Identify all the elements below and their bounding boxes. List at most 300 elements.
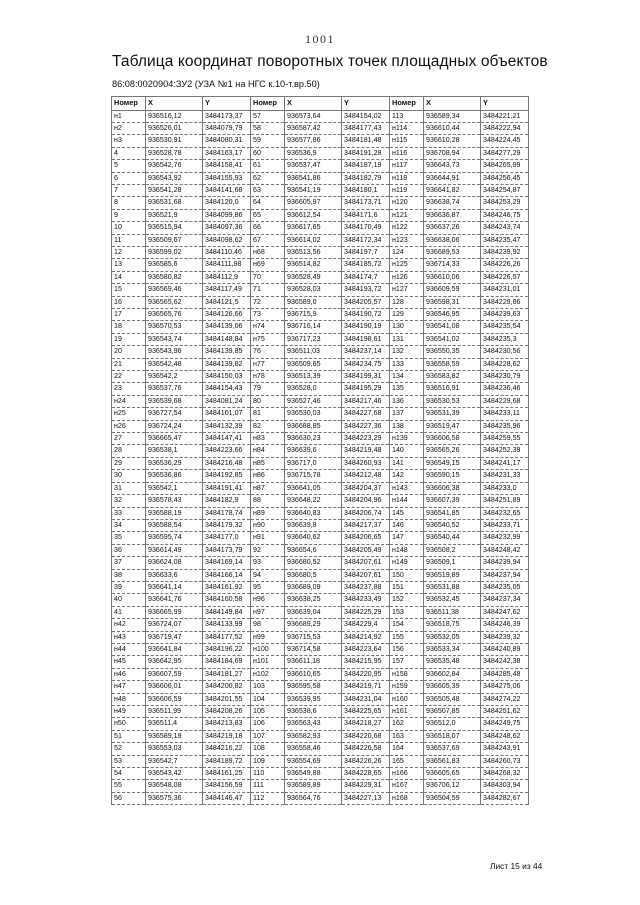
x-coordinate-cell: 936643,73 [424, 160, 481, 172]
x-coordinate-cell: 936509,67 [146, 234, 203, 246]
point-number-cell: 130 [390, 321, 424, 333]
x-coordinate-cell: 936689,53 [424, 246, 481, 258]
table-row [112, 743, 529, 755]
y-coordinate-cell: 3484117,49 [203, 284, 251, 296]
x-coordinate-cell: 936583,82 [424, 371, 481, 383]
table-row [112, 172, 529, 184]
x-coordinate-cell: 936624,08 [146, 557, 203, 569]
x-coordinate-cell: 936610,65 [285, 668, 342, 680]
point-number-cell: н48 [112, 693, 146, 705]
point-number-cell: н117 [390, 160, 424, 172]
x-coordinate-cell: 936617,65 [285, 222, 342, 234]
point-number-cell: н86 [251, 470, 285, 482]
y-coordinate-cell: 3484251,89 [481, 495, 529, 507]
x-coordinate-cell: 936614,02 [285, 234, 342, 246]
y-coordinate-cell: 3484110,46 [203, 246, 251, 258]
y-coordinate-cell: 3484231,01 [481, 284, 529, 296]
y-coordinate-cell: 3484243,91 [481, 743, 529, 755]
table-row [112, 110, 529, 122]
x-coordinate-cell: 936504,59 [424, 792, 481, 804]
x-coordinate-cell: 936589,0 [285, 296, 342, 308]
y-coordinate-cell: 3484216,48 [203, 457, 251, 469]
point-number-cell: н78 [251, 371, 285, 383]
x-coordinate-cell: 936531,68 [146, 197, 203, 209]
table-row [112, 532, 529, 544]
table-row [112, 222, 529, 234]
table-row [112, 284, 529, 296]
y-coordinate-cell: 3484220,95 [342, 668, 390, 680]
x-coordinate-cell: 936535,48 [424, 656, 481, 668]
x-coordinate-cell: 936542,48 [146, 358, 203, 370]
table-row [112, 197, 529, 209]
y-coordinate-cell: 3484237,88 [342, 581, 390, 593]
point-number-cell: н118 [390, 172, 424, 184]
point-number-cell: 38 [112, 569, 146, 581]
point-number-cell: н168 [390, 792, 424, 804]
x-coordinate-cell: 936689,09 [285, 581, 342, 593]
x-coordinate-cell: 936639,8 [285, 519, 342, 531]
point-number-cell: н77 [251, 358, 285, 370]
y-coordinate-cell: 3484216,22 [203, 743, 251, 755]
y-coordinate-cell: 3484246,39 [481, 619, 529, 631]
point-number-cell: 12 [112, 246, 146, 258]
x-coordinate-cell: 936518,75 [424, 619, 481, 631]
table-row [112, 519, 529, 531]
y-coordinate-cell: 3484207,61 [342, 557, 390, 569]
point-number-cell: 88 [251, 495, 285, 507]
x-coordinate-cell: 936536,29 [146, 457, 203, 469]
y-coordinate-cell: 3484101,07 [203, 408, 251, 420]
y-coordinate-cell: 3484254,87 [481, 184, 529, 196]
table-row [112, 457, 529, 469]
x-coordinate-cell: 936582,93 [285, 730, 342, 742]
point-number-cell: 21 [112, 358, 146, 370]
table-row [112, 122, 529, 134]
y-coordinate-cell: 3484224,45 [481, 135, 529, 147]
point-number-cell: н89 [251, 507, 285, 519]
y-coordinate-cell: 3484198,61 [342, 333, 390, 345]
x-coordinate-cell: 936716,14 [285, 321, 342, 333]
table-row [112, 755, 529, 767]
x-coordinate-cell: 936543,92 [146, 172, 203, 184]
x-coordinate-cell: 936611,18 [285, 656, 342, 668]
x-coordinate-cell: 936537,69 [424, 743, 481, 755]
point-number-cell: 35 [112, 532, 146, 544]
x-coordinate-cell: 936519,47 [424, 420, 481, 432]
x-coordinate-cell: 936648,22 [285, 495, 342, 507]
x-coordinate-cell: 936541,28 [146, 184, 203, 196]
point-number-cell: 64 [251, 197, 285, 209]
point-number-cell: н87 [251, 482, 285, 494]
x-coordinate-cell: 936538,6 [285, 706, 342, 718]
y-coordinate-cell: 3484191,28 [342, 147, 390, 159]
y-coordinate-cell: 3484237,94 [481, 569, 529, 581]
point-number-cell: н159 [390, 681, 424, 693]
y-coordinate-cell: 3484235,05 [481, 581, 529, 593]
point-number-cell: 103 [251, 681, 285, 693]
y-coordinate-cell: 3484199,31 [342, 371, 390, 383]
y-coordinate-cell: 3484182,79 [342, 172, 390, 184]
point-number-cell: 92 [251, 544, 285, 556]
y-coordinate-cell: 3484234,75 [342, 358, 390, 370]
table-row [112, 581, 529, 593]
x-coordinate-cell: 936543,96 [146, 346, 203, 358]
y-coordinate-cell: 3484259,55 [481, 433, 529, 445]
point-number-cell: 61 [251, 160, 285, 172]
x-coordinate-cell: 936590,15 [424, 470, 481, 482]
point-number-cell: 163 [390, 730, 424, 742]
y-coordinate-cell: 3484197,7 [342, 246, 390, 258]
point-number-cell: 93 [251, 557, 285, 569]
x-coordinate-cell: 936641,76 [146, 594, 203, 606]
point-number-cell: н122 [390, 222, 424, 234]
x-coordinate-cell: 936521,9 [146, 209, 203, 221]
point-number-cell: 80 [251, 395, 285, 407]
y-coordinate-cell: 3484285,48 [481, 668, 529, 680]
y-coordinate-cell: 3484219,71 [342, 681, 390, 693]
x-coordinate-cell: 936606,58 [424, 433, 481, 445]
x-coordinate-cell: 936638,25 [285, 594, 342, 606]
x-coordinate-cell: 936641,82 [424, 184, 481, 196]
point-number-cell: 138 [390, 420, 424, 432]
y-coordinate-cell: 3484214,92 [342, 631, 390, 643]
y-coordinate-cell: 3484265,99 [481, 160, 529, 172]
x-coordinate-cell: 936511,4 [146, 718, 203, 730]
point-number-cell: 41 [112, 606, 146, 618]
y-coordinate-cell: 3484219,48 [342, 445, 390, 457]
point-number-cell: 65 [251, 209, 285, 221]
x-coordinate-cell: 936542,1 [146, 482, 203, 494]
point-number-cell: 128 [390, 296, 424, 308]
y-coordinate-cell: 3484171,6 [342, 209, 390, 221]
point-number-cell: 72 [251, 296, 285, 308]
x-coordinate-cell: 936518,07 [424, 730, 481, 742]
y-coordinate-cell: 3484253,29 [481, 197, 529, 209]
table-row [112, 768, 529, 780]
point-number-cell: 23 [112, 383, 146, 395]
x-coordinate-cell: 936715,78 [285, 470, 342, 482]
x-coordinate-cell: 936589,34 [424, 110, 481, 122]
point-number-cell: 71 [251, 284, 285, 296]
y-coordinate-cell: 3484242,38 [481, 656, 529, 668]
y-coordinate-cell: 3484220,68 [342, 730, 390, 742]
x-coordinate-cell: 936554,69 [285, 755, 342, 767]
y-coordinate-cell: 3484112,9 [203, 271, 251, 283]
y-coordinate-cell: 3484229,68 [481, 395, 529, 407]
y-coordinate-cell: 3484277,29 [481, 147, 529, 159]
x-coordinate-cell: 936717,0 [285, 457, 342, 469]
x-coordinate-cell: 936654,6 [285, 544, 342, 556]
y-coordinate-cell: 3484233,0 [481, 482, 529, 494]
y-coordinate-cell: 3484226,57 [481, 271, 529, 283]
point-number-cell: 145 [390, 507, 424, 519]
x-coordinate-cell: 936532,05 [424, 631, 481, 643]
point-number-cell: н160 [390, 693, 424, 705]
x-coordinate-cell: 936565,76 [146, 309, 203, 321]
x-coordinate-cell: 936589,19 [146, 730, 203, 742]
y-coordinate-cell: 3484243,74 [481, 222, 529, 234]
point-number-cell: 30 [112, 470, 146, 482]
point-number-cell: 55 [112, 780, 146, 792]
point-number-cell: н139 [390, 433, 424, 445]
point-number-cell: н24 [112, 395, 146, 407]
x-coordinate-cell: 936549,15 [424, 457, 481, 469]
y-coordinate-cell: 3484225,65 [342, 706, 390, 718]
y-coordinate-cell: 3484189,72 [203, 755, 251, 767]
x-coordinate-cell: 936680,5 [285, 569, 342, 581]
y-coordinate-cell: 3484146,47 [203, 792, 251, 804]
x-coordinate-cell: 936680,52 [285, 557, 342, 569]
x-coordinate-cell: 936607,59 [146, 668, 203, 680]
point-number-cell: 57 [251, 110, 285, 122]
x-coordinate-cell: 936540,44 [424, 532, 481, 544]
point-number-cell: н45 [112, 656, 146, 668]
y-coordinate-cell: 3484236,46 [481, 383, 529, 395]
y-coordinate-cell: 3484081,24 [203, 395, 251, 407]
point-number-cell: 142 [390, 470, 424, 482]
x-coordinate-cell: 936715,9 [285, 309, 342, 321]
x-coordinate-cell: 936550,35 [424, 346, 481, 358]
header-y-1: Y [203, 97, 251, 111]
x-coordinate-cell: 936610,44 [424, 122, 481, 134]
x-coordinate-cell: 936558,46 [285, 743, 342, 755]
y-coordinate-cell: 3484240,89 [481, 643, 529, 655]
table-row [112, 383, 529, 395]
point-number-cell: н3 [112, 135, 146, 147]
y-coordinate-cell: 3484174,7 [342, 271, 390, 283]
x-coordinate-cell: 936536,86 [146, 470, 203, 482]
point-number-cell: 113 [390, 110, 424, 122]
x-coordinate-cell: 936727,54 [146, 408, 203, 420]
y-coordinate-cell: 3484160,58 [203, 594, 251, 606]
point-number-cell: 132 [390, 346, 424, 358]
y-coordinate-cell: 3484139,85 [203, 346, 251, 358]
y-coordinate-cell: 3484226,26 [342, 755, 390, 767]
table-row [112, 135, 529, 147]
x-coordinate-cell: 936511,99 [146, 706, 203, 718]
y-coordinate-cell: 3484227,68 [342, 408, 390, 420]
table-row [112, 333, 529, 345]
point-number-cell: 31 [112, 482, 146, 494]
y-coordinate-cell: 3484154,43 [203, 383, 251, 395]
y-coordinate-cell: 3484097,36 [203, 222, 251, 234]
y-coordinate-cell: 3484147,41 [203, 433, 251, 445]
table-row [112, 619, 529, 631]
y-coordinate-cell: 3484237,14 [342, 346, 390, 358]
point-number-cell: 81 [251, 408, 285, 420]
y-coordinate-cell: 3484111,98 [203, 259, 251, 271]
point-number-cell: н25 [112, 408, 146, 420]
y-coordinate-cell: 3484179,32 [203, 519, 251, 531]
document-title: Таблица координат поворотных точек площадных объектов [112, 53, 548, 70]
point-number-cell: н115 [390, 135, 424, 147]
x-coordinate-cell: 936573,64 [285, 110, 342, 122]
table-row [112, 209, 529, 221]
point-number-cell: 153 [390, 606, 424, 618]
x-coordinate-cell: 936505,48 [424, 693, 481, 705]
point-number-cell: н127 [390, 284, 424, 296]
header-y-2: Y [342, 97, 390, 111]
y-coordinate-cell: 3484080,31 [203, 135, 251, 147]
y-coordinate-cell: 3484223,64 [342, 643, 390, 655]
point-number-cell: н144 [390, 495, 424, 507]
x-coordinate-cell: 936639,04 [285, 606, 342, 618]
y-coordinate-cell: 3484275,06 [481, 681, 529, 693]
point-number-cell: 28 [112, 445, 146, 457]
x-coordinate-cell: 936542,2 [146, 371, 203, 383]
table-row [112, 271, 529, 283]
table-row [112, 259, 529, 271]
y-coordinate-cell: 3484229,31 [342, 780, 390, 792]
x-coordinate-cell: 936706,12 [424, 780, 481, 792]
point-number-cell: н91 [251, 532, 285, 544]
table-row [112, 706, 529, 718]
point-number-cell: н158 [390, 668, 424, 680]
table-row [112, 358, 529, 370]
x-coordinate-cell: 936528,03 [285, 284, 342, 296]
y-coordinate-cell: 3484170,49 [342, 222, 390, 234]
table-row [112, 433, 529, 445]
point-number-cell: 129 [390, 309, 424, 321]
y-coordinate-cell: 3484222,94 [481, 122, 529, 134]
y-coordinate-cell: 3484191,41 [203, 482, 251, 494]
table-row [112, 321, 529, 333]
y-coordinate-cell: 3484252,39 [481, 445, 529, 457]
y-coordinate-cell: 3484260,73 [481, 755, 529, 767]
table-row [112, 470, 529, 482]
x-coordinate-cell: 936543,42 [146, 768, 203, 780]
point-number-cell: 8 [112, 197, 146, 209]
point-number-cell: 135 [390, 383, 424, 395]
point-number-cell: н49 [112, 706, 146, 718]
y-coordinate-cell: 3484227,13 [342, 792, 390, 804]
x-coordinate-cell: 936588,19 [146, 507, 203, 519]
x-coordinate-cell: 936514,82 [285, 259, 342, 271]
y-coordinate-cell: 3484206,74 [342, 507, 390, 519]
y-coordinate-cell: 3484182,9 [203, 495, 251, 507]
x-coordinate-cell: 936543,74 [146, 333, 203, 345]
x-coordinate-cell: 936511,38 [424, 606, 481, 618]
x-coordinate-cell: 936665,47 [146, 433, 203, 445]
point-number-cell: 98 [251, 619, 285, 631]
y-coordinate-cell: 3484249,75 [481, 718, 529, 730]
sheet-counter: Лист 15 из 44 [490, 861, 543, 871]
y-coordinate-cell: 3484226,58 [342, 743, 390, 755]
x-coordinate-cell: 936589,89 [285, 780, 342, 792]
y-coordinate-cell: 3484239,63 [481, 309, 529, 321]
y-coordinate-cell: 3484190,19 [342, 321, 390, 333]
point-number-cell: н101 [251, 656, 285, 668]
point-number-cell: 27 [112, 433, 146, 445]
y-coordinate-cell: 3484139,06 [203, 321, 251, 333]
y-coordinate-cell: 3484218,27 [342, 718, 390, 730]
point-number-cell: н26 [112, 420, 146, 432]
x-coordinate-cell: 936595,74 [146, 532, 203, 544]
y-coordinate-cell: 3484239,94 [481, 557, 529, 569]
point-number-cell: н46 [112, 668, 146, 680]
point-number-cell: 16 [112, 296, 146, 308]
point-number-cell: 52 [112, 743, 146, 755]
y-coordinate-cell: 3484228,65 [342, 768, 390, 780]
point-number-cell: 36 [112, 544, 146, 556]
y-coordinate-cell: 3484184,69 [203, 656, 251, 668]
y-coordinate-cell: 3484192,85 [203, 470, 251, 482]
y-coordinate-cell: 3484121,5 [203, 296, 251, 308]
y-coordinate-cell: 3484217,46 [342, 395, 390, 407]
y-coordinate-cell: 3484200,82 [203, 681, 251, 693]
y-coordinate-cell: 3484099,86 [203, 209, 251, 221]
y-coordinate-cell: 3484231,33 [481, 470, 529, 482]
x-coordinate-cell: 936528,78 [146, 147, 203, 159]
point-number-cell: 60 [251, 147, 285, 159]
y-coordinate-cell: 3484079,79 [203, 122, 251, 134]
y-coordinate-cell: 3484154,02 [342, 110, 390, 122]
point-number-cell: н116 [390, 147, 424, 159]
table-row [112, 507, 529, 519]
x-coordinate-cell: 936665,99 [146, 606, 203, 618]
x-coordinate-cell: 936541,86 [285, 172, 342, 184]
x-coordinate-cell: 936717,23 [285, 333, 342, 345]
point-number-cell: н143 [390, 482, 424, 494]
x-coordinate-cell: 936641,05 [285, 482, 342, 494]
y-coordinate-cell: 3484226,26 [481, 259, 529, 271]
x-coordinate-cell: 936565,62 [146, 296, 203, 308]
x-coordinate-cell: 936644,91 [424, 172, 481, 184]
x-coordinate-cell: 936588,54 [146, 519, 203, 531]
x-coordinate-cell: 936638,74 [424, 197, 481, 209]
y-coordinate-cell: 3484185,72 [342, 259, 390, 271]
y-coordinate-cell: 3484141,68 [203, 184, 251, 196]
x-coordinate-cell: 936513,56 [285, 246, 342, 258]
point-number-cell: 14 [112, 271, 146, 283]
point-number-cell: 112 [251, 792, 285, 804]
x-coordinate-cell: 936539,95 [285, 693, 342, 705]
x-coordinate-cell: 936539,68 [146, 395, 203, 407]
x-coordinate-cell: 936595,58 [285, 681, 342, 693]
x-coordinate-cell: 936541,08 [424, 321, 481, 333]
x-coordinate-cell: 936580,82 [146, 271, 203, 283]
point-number-cell: н119 [390, 184, 424, 196]
y-coordinate-cell: 3484232,65 [481, 507, 529, 519]
point-number-cell: н97 [251, 606, 285, 618]
table-row [112, 184, 529, 196]
point-number-cell: н47 [112, 681, 146, 693]
y-coordinate-cell: 3484268,32 [481, 768, 529, 780]
x-coordinate-cell: 936688,85 [285, 420, 342, 432]
y-coordinate-cell: 3484181,48 [342, 135, 390, 147]
table-row [112, 147, 529, 159]
point-number-cell: 137 [390, 408, 424, 420]
y-coordinate-cell: 3484248,42 [481, 544, 529, 556]
table-row [112, 643, 529, 655]
x-coordinate-cell: 936714,58 [285, 643, 342, 655]
x-coordinate-cell: 936548,08 [146, 780, 203, 792]
point-number-cell: 58 [251, 122, 285, 134]
point-number-cell: 29 [112, 457, 146, 469]
point-number-cell: 19 [112, 333, 146, 345]
point-number-cell: н74 [251, 321, 285, 333]
y-coordinate-cell: 3484233,71 [481, 519, 529, 531]
point-number-cell: 109 [251, 755, 285, 767]
point-number-cell: 15 [112, 284, 146, 296]
x-coordinate-cell: 936724,07 [146, 619, 203, 631]
y-coordinate-cell: 3484228,62 [481, 358, 529, 370]
table-row [112, 544, 529, 556]
y-coordinate-cell: 3484132,39 [203, 420, 251, 432]
table-row [112, 420, 529, 432]
point-number-cell: 17 [112, 309, 146, 321]
point-number-cell: 82 [251, 420, 285, 432]
